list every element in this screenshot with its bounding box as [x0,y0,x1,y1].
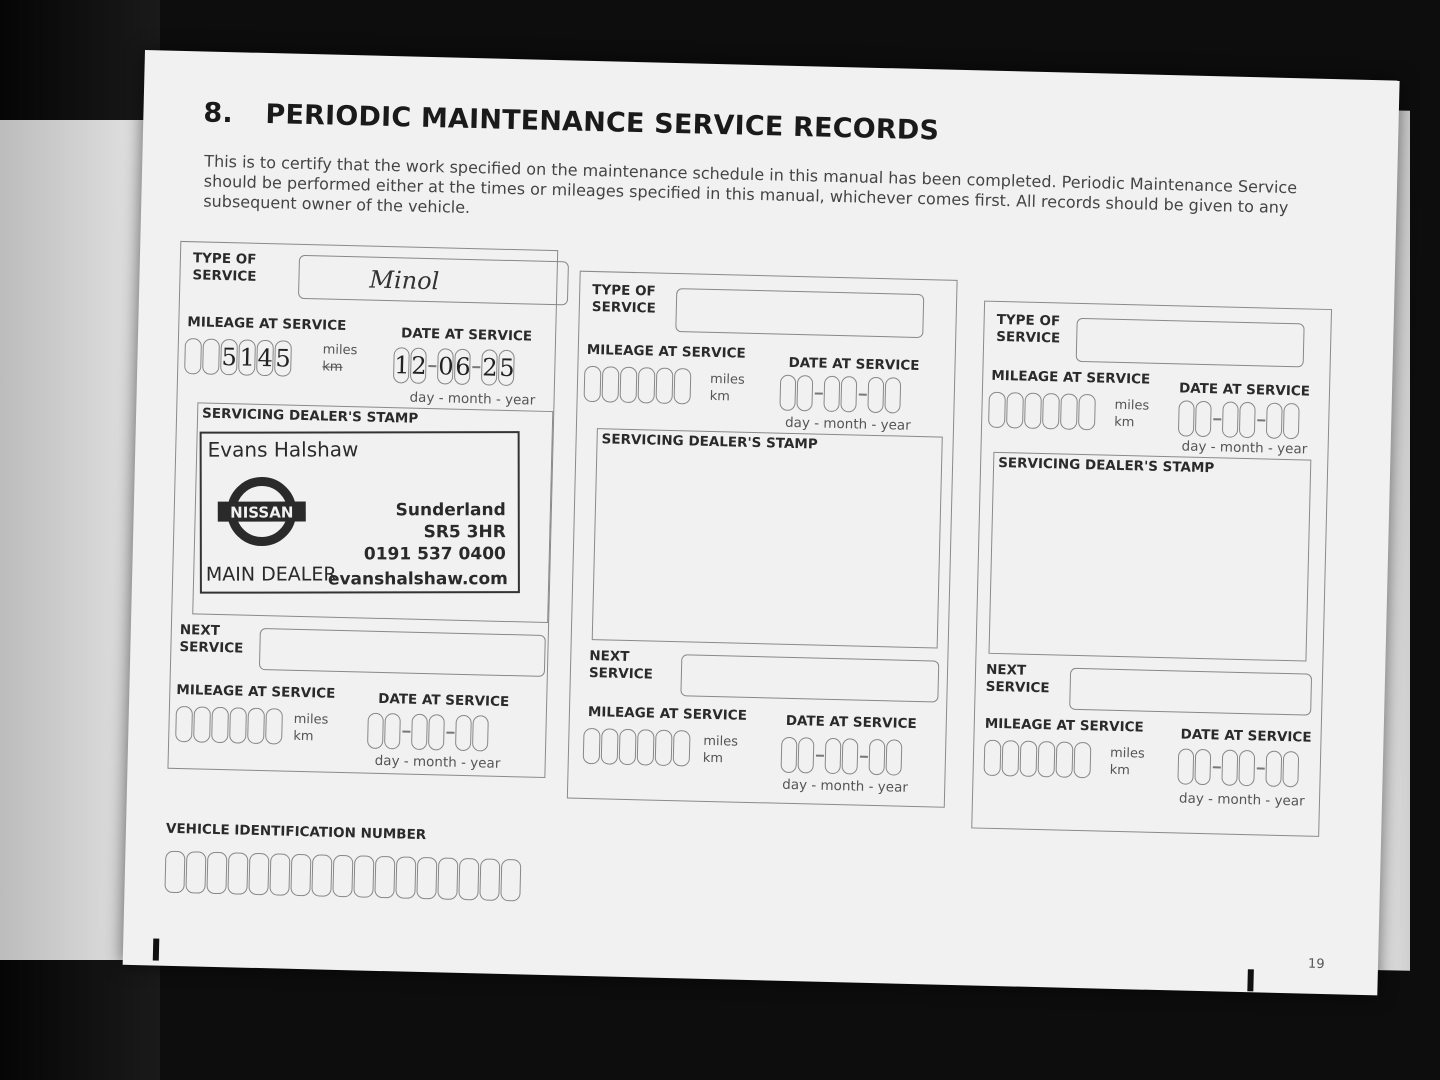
mileage-digit[interactable] [1020,741,1038,777]
mileage-digit[interactable] [584,366,602,402]
mileage-digit[interactable] [637,729,655,765]
mileage-digit[interactable] [583,728,601,764]
type-of-service-value: Minol [369,265,440,296]
mileage-label: MILEAGE AT SERVICE [187,314,347,334]
type-of-service-field[interactable] [298,255,569,306]
next-mileage-label: MILEAGE AT SERVICE [176,681,336,702]
mileage-digit[interactable] [1073,742,1091,778]
next-service-field[interactable] [680,654,939,702]
next-mileage-digits[interactable] [984,740,1093,779]
mileage-digit[interactable] [1055,741,1073,777]
date-digit[interactable] [781,737,798,773]
vin-digit[interactable] [500,859,521,901]
date-digit[interactable] [886,739,903,775]
km-unit: km [1109,762,1131,779]
mileage-digit[interactable] [619,729,637,765]
stamp-dealer-type: MAIN DEALER [205,563,337,586]
type-of-service-label: TYPE OF SERVICE [192,250,257,285]
booklet-page [123,50,1400,995]
miles-unit: miles [709,371,745,388]
next-mileage-units [293,711,328,746]
dealer-stamp-label: SERVICING DEALER'S STAMP [997,454,1215,477]
vin-digits[interactable] [164,851,522,902]
mileage-digit[interactable] [247,708,265,744]
nissan-logo-icon [214,471,310,551]
intro-text: This is to certify that the work specified on the maintenance schedule in this manual has been completed. Periodic Maintenance Service should be performed either at the times or mileages specified in this manual, whichever comes first. All records should be given to any subsequent owner of the vehicle. [203,151,1298,217]
date-digit[interactable] [867,377,884,413]
dealer-stamp-area [988,452,1311,662]
section-number: 8. [203,97,234,130]
next-service-label: NEXT SERVICE [985,661,1050,697]
date-digit[interactable] [884,377,901,413]
dealer-stamp-area [192,402,553,623]
vin-digit[interactable] [353,855,374,897]
date-digit[interactable] [1238,750,1255,786]
date-digit[interactable] [1177,748,1194,784]
mileage-digit[interactable] [674,368,692,404]
date-digit[interactable] [1283,403,1300,439]
mileage-units [1114,397,1149,432]
mileage-digits[interactable] [184,338,293,377]
mileage-digit[interactable] [1024,393,1042,429]
next-date-label: DATE AT SERVICE [378,690,510,711]
next-mileage-label: MILEAGE AT SERVICE [984,715,1144,736]
date-digit[interactable] [796,375,813,411]
date-digit[interactable] [1221,750,1238,786]
dealer-stamp-label: SERVICING DEALER'S STAMP [601,431,818,453]
service-record-3 [971,301,1332,837]
date-digit[interactable]: 1 [393,347,410,383]
mileage-digit[interactable] [655,730,673,766]
stamp-postcode: SR5 3HR [423,522,506,543]
vin-digit[interactable] [332,855,353,897]
next-service-field[interactable] [259,628,546,677]
mileage-digit[interactable] [984,740,1002,776]
next-date-digits[interactable] [781,737,904,776]
mileage-digits[interactable] [988,392,1097,431]
mileage-digit[interactable] [193,706,211,742]
next-date-label: DATE AT SERVICE [785,712,917,733]
date-digit[interactable] [384,713,401,749]
date-label: DATE AT SERVICE [788,354,920,375]
date-digit[interactable] [1282,751,1299,787]
stamp-address [364,499,506,565]
vin-digit[interactable] [374,856,395,898]
stamp-town: Sunderland [395,500,506,521]
date-format-hint: day - month - year [784,414,911,434]
date-digit[interactable] [1266,403,1283,439]
date-digit[interactable] [1239,402,1256,438]
mileage-digit[interactable] [656,368,674,404]
date-digit[interactable] [472,715,489,751]
miles-unit: miles [293,711,329,728]
next-mileage-label: MILEAGE AT SERVICE [587,704,748,724]
miles-unit: miles [322,342,358,359]
stamp-brand: Evans Halshaw [207,437,359,462]
date-label: DATE AT SERVICE [1178,380,1311,400]
service-record-2 [567,271,958,808]
mileage-digit[interactable] [620,367,638,403]
mileage-digit[interactable]: 5 [220,339,238,375]
date-digit[interactable]: 5 [498,350,515,386]
next-service-field[interactable] [1069,668,1312,716]
vin-digit[interactable] [458,858,479,900]
vin-digit[interactable] [248,853,269,895]
next-mileage-units [1109,745,1144,780]
mileage-digit[interactable] [184,338,202,374]
mileage-digit[interactable] [1078,394,1096,430]
date-digit[interactable] [428,714,445,750]
date-digit[interactable] [1178,400,1195,436]
service-record-1 [167,241,558,778]
section-heading [203,97,939,146]
dealer-stamp-label: SERVICING DEALER'S STAMP [201,405,419,427]
vin-digit[interactable] [290,854,311,896]
date-digit[interactable] [1265,751,1282,787]
mileage-digit[interactable] [1038,741,1056,777]
vin-digit[interactable] [269,853,290,895]
date-digit[interactable] [455,715,472,751]
section-title: PERIODIC MAINTENANCE SERVICE RECORDS [265,98,940,147]
miles-unit: miles [1114,397,1150,414]
next-date-digits[interactable] [1177,748,1300,787]
next-service-label: NEXT SERVICE [179,622,244,657]
vin-digit[interactable] [416,857,437,899]
page-number: 19 [1307,956,1325,973]
date-digits[interactable] [393,347,516,386]
km-unit: km [293,728,314,745]
mileage-label: MILEAGE AT SERVICE [991,367,1151,388]
date-digit[interactable] [840,376,857,412]
vin-digit[interactable] [311,854,332,896]
date-label: DATE AT SERVICE [400,325,533,345]
date-digit[interactable] [823,376,840,412]
mileage-digit[interactable]: 5 [274,340,292,376]
km-unit: km [709,388,731,405]
vin-digit[interactable] [395,856,416,898]
type-of-service-label: TYPE OF SERVICE [996,311,1061,347]
mileage-digit[interactable] [229,707,247,743]
mileage-label: MILEAGE AT SERVICE [586,341,746,362]
next-date-digits[interactable] [367,713,490,752]
date-digit[interactable]: 2 [410,348,427,384]
km-unit: km [1114,414,1135,431]
date-digits[interactable] [1178,400,1301,439]
mileage-digit[interactable]: 4 [256,340,274,376]
date-digit[interactable] [825,738,842,774]
date-digit[interactable] [869,739,886,775]
mileage-digit[interactable] [1060,393,1078,429]
mileage-units [709,371,744,406]
date-digit[interactable] [798,737,815,773]
km-unit: km [702,750,724,767]
mileage-digit[interactable] [1042,393,1060,429]
stamp-website: evanshalshaw.com [327,569,508,590]
mileage-digit[interactable] [988,392,1006,428]
mileage-digit[interactable] [638,367,656,403]
next-date-format-hint: day - month - year [1178,790,1305,810]
mileage-digit[interactable] [1006,392,1024,428]
stamp-phone: 0191 537 0400 [363,544,506,565]
dealer-stamp-area [592,428,943,648]
mileage-digit[interactable]: 1 [238,339,256,375]
binding-mark [153,938,160,960]
date-digit[interactable] [842,738,859,774]
binding-mark [1247,969,1254,991]
next-mileage-units [703,733,738,768]
miles-unit: miles [1109,745,1145,762]
mileage-digits[interactable] [584,366,693,405]
mileage-digit[interactable] [211,707,229,743]
miles-unit: miles [703,733,739,750]
vin-digit[interactable] [227,852,248,894]
mileage-units [322,341,357,376]
next-service-label: NEXT SERVICE [588,648,654,683]
mileage-digit[interactable] [601,728,619,764]
vin-digit[interactable] [437,857,458,899]
date-digit[interactable] [1195,401,1212,437]
date-format-hint: day - month - year [409,389,536,409]
date-digit[interactable] [411,714,428,750]
mileage-digit[interactable] [202,339,220,375]
mileage-digit[interactable] [1002,740,1020,776]
vin-digit[interactable] [164,851,185,893]
date-digit[interactable] [367,713,384,749]
next-date-format-hint: day - month - year [374,752,501,772]
mileage-digit[interactable] [673,730,691,766]
type-of-service-field[interactable] [1076,318,1305,368]
next-date-format-hint: day - month - year [782,776,909,796]
mileage-digit[interactable] [602,366,620,402]
type-of-service-field[interactable] [675,288,924,338]
vin-digit[interactable] [479,858,500,900]
vin-digit[interactable] [185,851,206,893]
date-digits[interactable] [779,375,902,414]
next-date-label: DATE AT SERVICE [1180,726,1312,746]
date-digit[interactable]: 6 [454,349,471,385]
logo-text: NISSAN [230,503,294,522]
date-digit[interactable] [1222,401,1239,437]
date-digit[interactable]: 0 [437,348,454,384]
date-digit[interactable]: 2 [481,349,498,385]
date-format-hint: day - month - year [1181,438,1308,458]
type-of-service-label: TYPE OF SERVICE [591,282,656,317]
mileage-digit[interactable] [175,706,193,742]
next-mileage-digits[interactable] [175,706,284,745]
mileage-digit[interactable] [265,708,283,744]
date-digit[interactable] [779,375,796,411]
date-digit[interactable] [1194,749,1211,785]
dealer-stamp [200,431,520,594]
vin-digit[interactable] [206,852,227,894]
km-unit-struck: km [322,359,343,375]
next-mileage-digits[interactable] [583,728,692,767]
vin-label: VEHICLE IDENTIFICATION NUMBER [165,820,427,844]
